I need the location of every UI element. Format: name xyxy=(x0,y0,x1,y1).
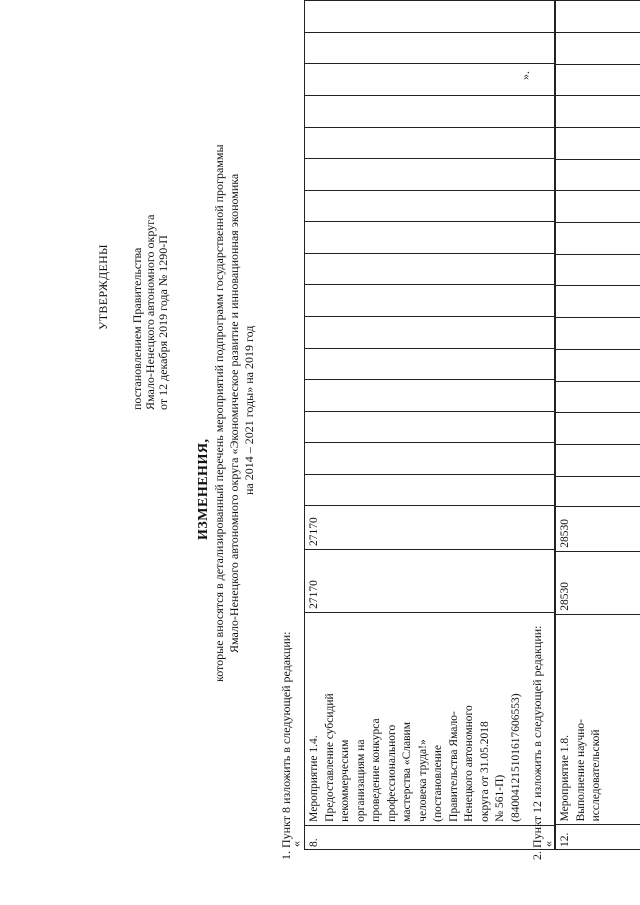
empty-cell xyxy=(556,349,640,381)
empty-cell xyxy=(305,475,555,506)
empty-cell xyxy=(305,32,555,64)
empty-cell xyxy=(305,443,555,475)
empty-cell xyxy=(556,1,640,33)
empty-cell xyxy=(305,1,555,33)
activity-name-line: проведение конкурса xyxy=(370,718,382,822)
empty-cell xyxy=(305,411,555,443)
activity-name-cell xyxy=(305,612,555,825)
activity-name-line: Ненецкого автономного xyxy=(463,705,475,822)
point-1-table xyxy=(304,0,555,850)
activity-name-line: Предоставление субсидий xyxy=(323,693,336,822)
empty-cell xyxy=(305,95,555,127)
quote-close: ». xyxy=(518,71,532,80)
activity-name-line: исследовательской xyxy=(590,729,602,822)
activity-name-line: № 561-П) xyxy=(494,774,506,822)
value-2: 27170 xyxy=(308,517,320,547)
empty-cell xyxy=(305,380,555,412)
value-1: 27170 xyxy=(308,580,320,609)
row-number: 8. xyxy=(308,838,320,847)
activity-name xyxy=(556,615,607,825)
activity-name-line: округа от 31.05.2018 xyxy=(478,721,491,822)
empty-cell xyxy=(556,32,640,64)
activity-name-line: (840041215101617606553) xyxy=(509,693,522,822)
point-1-instruction: 1. Пункт 8 изложить в следующей редакции: xyxy=(279,631,293,860)
empty-cell xyxy=(305,317,555,349)
document-title: ИЗМЕНЕНИЯ, xyxy=(196,438,211,540)
row-number-cell xyxy=(305,825,555,849)
activity-name-line: Выполнение научно- xyxy=(574,719,587,822)
empty-cell xyxy=(556,413,640,445)
empty-cell xyxy=(305,348,555,380)
value-1: 28530 xyxy=(559,581,571,611)
quote-open-2: « xyxy=(541,841,555,847)
row-number-cell xyxy=(556,825,640,850)
value-1-cell xyxy=(305,550,555,613)
value-2: 28530 xyxy=(559,519,571,548)
activity-name-line: организациям на xyxy=(354,739,367,822)
intro-line-1: которые вносятся в детализированный перечень мероприятий подпрограмм государственной программы xyxy=(212,144,226,682)
empty-cell xyxy=(556,286,640,318)
approval-line-2: Ямало-Ненецкого автономного округа xyxy=(143,214,157,410)
empty-cell xyxy=(556,444,640,476)
empty-cell xyxy=(556,476,640,507)
empty-cell xyxy=(556,254,640,286)
quote-open: « xyxy=(289,841,303,847)
empty-cell xyxy=(305,222,555,254)
empty-cell xyxy=(556,64,640,96)
point-2-table xyxy=(555,0,640,850)
value-1-cell xyxy=(556,551,640,614)
activity-name-line: некоммерческим xyxy=(339,739,351,822)
empty-cell xyxy=(305,253,555,285)
empty-cell xyxy=(305,159,555,191)
empty-cell xyxy=(305,127,555,159)
activity-name-line: мастерства «Славим xyxy=(401,722,413,822)
approval-heading: УТВЕРЖДЕНЫ xyxy=(96,244,110,330)
empty-cell xyxy=(556,223,640,255)
point-2-instruction: 2. Пункт 12 изложить в следующей редакции: xyxy=(530,625,544,860)
approval-line-3: от 12 декабря 2019 года № 1290-П xyxy=(156,235,170,410)
empty-cell xyxy=(556,127,640,159)
activity-name xyxy=(305,613,526,825)
value-2-cell xyxy=(305,505,555,549)
activity-name-line: Мероприятие 1.4. xyxy=(308,735,320,822)
value-2-cell xyxy=(556,507,640,551)
activity-name-line: Мероприятие 1.8. xyxy=(559,734,571,822)
activity-name-cell xyxy=(556,614,640,825)
activity-name-line: человека труда!» xyxy=(416,739,429,822)
activity-name-line: (постановление xyxy=(432,744,444,822)
empty-cell xyxy=(556,191,640,223)
intro-line-3: на 2014 – 2021 годы» на 2019 год xyxy=(242,325,256,495)
empty-cell xyxy=(556,159,640,191)
empty-cell xyxy=(305,285,555,317)
activity-name-line: профессионального xyxy=(385,724,398,822)
empty-cell xyxy=(305,190,555,222)
empty-cell xyxy=(305,64,555,96)
intro-line-2: Ямало-Ненецкого автономного округа «Экономическое развитие и инновационная экономика xyxy=(227,173,241,653)
activity-name-line: Правительства Ямало- xyxy=(447,711,460,822)
row-number: 12. xyxy=(559,832,571,847)
empty-cell xyxy=(556,96,640,128)
empty-cell xyxy=(556,318,640,350)
empty-cell xyxy=(556,381,640,413)
approval-line-1: постановлением Правительства xyxy=(130,247,144,410)
